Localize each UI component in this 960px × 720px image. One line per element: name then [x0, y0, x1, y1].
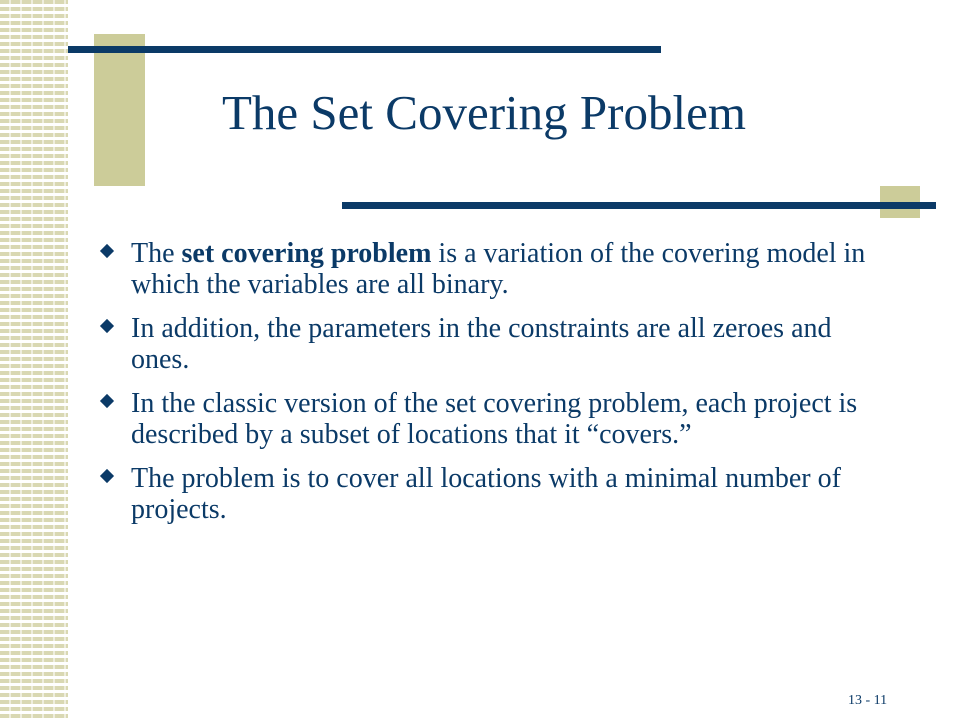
- bullet-text: The: [131, 238, 182, 269]
- slide-title: The Set Covering Problem: [222, 85, 746, 140]
- title-rule-bottom: [342, 202, 936, 209]
- title-rule-top: [68, 46, 661, 53]
- bullet-item: [100, 388, 890, 450]
- bullet-item: [100, 238, 890, 300]
- diamond-bullet-icon: [102, 471, 112, 481]
- bullet-text: In addition, the parameters in the constraints are all zeroes and ones.: [131, 313, 832, 375]
- bullet-item: [100, 463, 890, 525]
- slide-number: 13 - 11: [848, 693, 888, 708]
- bullet-text: In the classic version of the set covering problem, each project is described by a subset of locations that it “covers.”: [131, 388, 858, 450]
- accent-block-top: [94, 34, 145, 186]
- bullet-text: The problem is to cover all locations with a minimal number of projects.: [131, 463, 841, 525]
- diamond-bullet-icon: [102, 321, 112, 331]
- diamond-bullet-icon: [102, 396, 112, 406]
- diamond-bullet-icon: [102, 246, 112, 256]
- bullet-bold-term: set covering problem: [181, 238, 432, 269]
- bullet-item: [100, 313, 890, 375]
- striped-margin-decoration: [0, 0, 68, 720]
- bullet-list: [100, 238, 890, 538]
- bullet-text-continued: is a variation of the covering model in which the variables are all binary.: [131, 238, 866, 300]
